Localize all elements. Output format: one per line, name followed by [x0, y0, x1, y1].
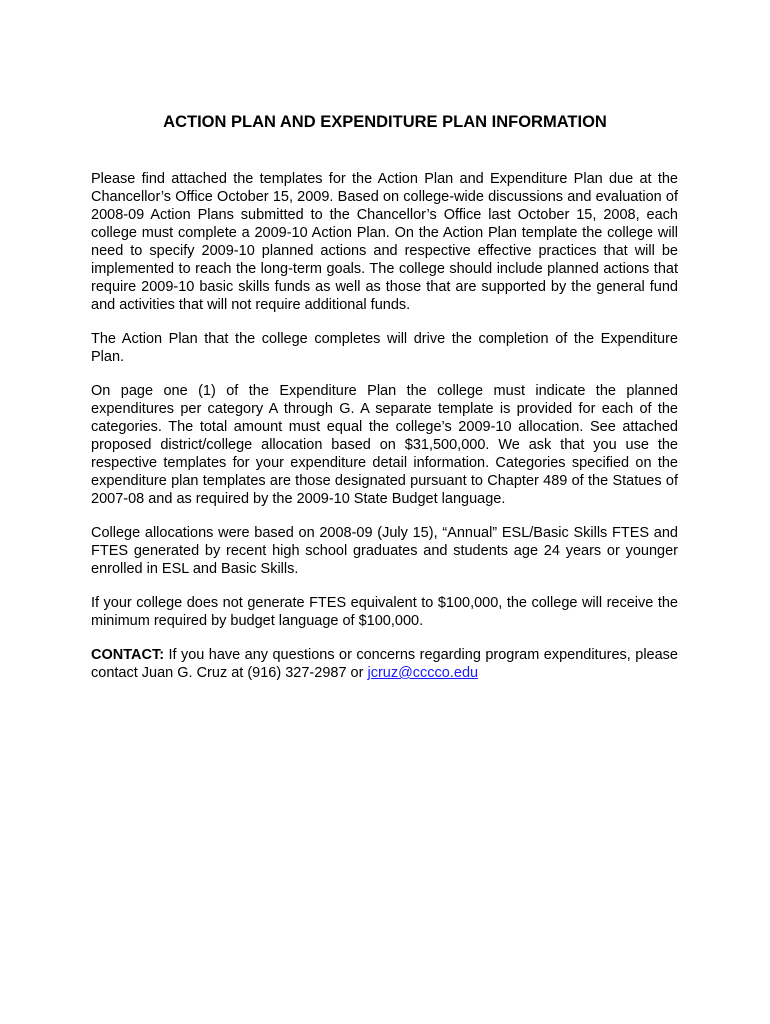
document-title: ACTION PLAN AND EXPENDITURE PLAN INFORMATION: [163, 113, 607, 131]
document-body: [91, 170, 678, 698]
contact-text: If you have any questions or concerns regarding program expenditures, please contact Juan G. Cruz at (916) 327-2987 or: [91, 647, 678, 681]
paragraph-contact: [91, 646, 678, 682]
paragraph-minimum-allocation: If your college does not generate FTES equivalent to $100,000, the college will receive the minimum required by budget language of $100,000.: [91, 595, 678, 629]
paragraph-expenditure-categories: On page one (1) of the Expenditure Plan the college must indicate the planned expenditures per category A through G. A separate template is provided for each of the categories. The total amount must equal the college’s 2009-10 allocation. See attached proposed district/college allocation based on $31,500,000. We ask that you use the respective templates for your expenditure detail information. Categories specified on the expenditure plan templates are those designated pursuant to Chapter 489 of the Statues of 2007-08 and as required by the 2009-10 State Budget language.: [91, 383, 678, 507]
paragraph-allocation-basis: College allocations were based on 2008-09 (July 15), “Annual” ESL/Basic Skills FTES and FTES generated by recent high school graduates and students age 24 years or younger enrolled in ESL and Basic Skills.: [91, 525, 678, 577]
paragraph-action-plan-drives: The Action Plan that the college completes will drive the completion of the Expenditure Plan.: [91, 331, 678, 365]
contact-label: CONTACT:: [91, 647, 165, 663]
paragraph-templates-intro: Please find attached the templates for the Action Plan and Expenditure Plan due at the Chancellor’s Office October 15, 2009. Based on college-wide discussions and evaluation of 2008-09 Action Plans submitted to the Chancellor’s Office last October 15, 2008, each college must complete a 2009-10 Action Plan. On the Action Plan template the college will need to specify 2009-10 planned actions and respective effective practices that will be implemented to reach the long-term goals. The college should include planned actions that require 2009-10 basic skills funds as well as those that are supported by the general fund and activities that will not require additional funds.: [91, 171, 678, 313]
contact-email-link[interactable]: jcruz@cccco.edu: [367, 665, 479, 681]
